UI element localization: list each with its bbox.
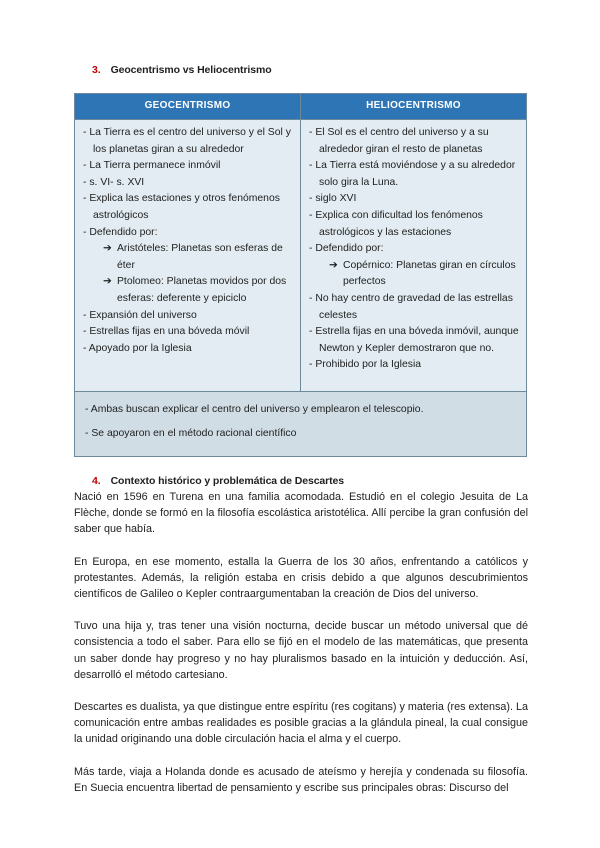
heliocentrismo-header: HELIOCENTRISMO: [301, 94, 527, 120]
section-3-heading: [92, 64, 272, 76]
list-item: - El Sol es el centro del universo y a su alrededor giran el resto de planetas: [309, 127, 489, 155]
section-number: 4.: [92, 475, 101, 487]
section-4-heading: [92, 475, 344, 487]
section-number: 3.: [92, 64, 101, 76]
sub-list-item: [83, 274, 294, 307]
list-item: - Explica las estaciones y otros fenómenos astrológicos: [83, 193, 280, 221]
paragraph: Tuvo una hija y, tras tener una visión nocturna, decide buscar un método universal que dé consistencia a todo el saber. Para ello se fijó en el modelo de las matemáticas, que presenta un saber donde hay progreso y no hay pluralismos basado en la intuición y deducción. Así, desarrolló el método cartesiano.: [74, 620, 528, 681]
list-item: - Prohibido por la Iglesia: [309, 359, 422, 371]
heliocentrismo-cell: [301, 120, 527, 392]
list-item: - Defendido por:: [83, 226, 158, 238]
list-item: - Se apoyaron en el método racional científico: [85, 428, 297, 439]
body-text: [74, 489, 528, 812]
list-item: - Explica con dificultad los fenómenos astrológicos y las estaciones: [309, 209, 483, 238]
list-item: - La Tierra permanece inmóvil: [83, 160, 221, 172]
list-item: - siglo XVI: [309, 193, 357, 205]
list-item: - Expansión del universo: [83, 309, 197, 321]
paragraph: Más tarde, viaja a Holanda donde es acusado de ateísmo y herejía y condenada su filosofía. En Suecia encuentra libertad de pensamiento y escribe sus principales obras: Discurso del: [74, 765, 528, 794]
geocentrismo-cell: [75, 120, 301, 392]
list-item: - Apoyado por la Iglesia: [83, 342, 192, 354]
sub-list-text: Aristóteles: Planetas son esferas de éter: [117, 243, 283, 271]
section-title: Contexto histórico y problemática de Descartes: [110, 475, 345, 487]
common-points-cell: [75, 392, 527, 457]
arrow-icon: ➔: [103, 243, 112, 255]
sub-list-text: Ptolomeo: Planetas movidos por dos esferas: deferente y epiciclo: [117, 276, 287, 304]
sub-list-item: [309, 258, 520, 291]
sub-list-text: Copérnico: Planetas giran en círculos perfectos: [343, 259, 516, 288]
sub-list-item: [83, 241, 294, 274]
list-item: - La Tierra es el centro del universo y el Sol y los planetas giran a su alrededor: [83, 127, 291, 155]
comparison-table: [74, 93, 527, 457]
list-item: - Ambas buscan explicar el centro del universo y emplearon el telescopio.: [85, 404, 424, 415]
list-item: - La Tierra está moviéndose y a su alrededor solo gira la Luna.: [309, 160, 516, 188]
list-item: - No hay centro de gravedad de las estrellas celestes: [309, 292, 513, 321]
list-item: - Defendido por:: [309, 243, 384, 255]
paragraph: En Europa, en ese momento, estalla la Guerra de los 30 años, enfrentando a católicos y protestantes. Además, la religión estaba en crisis debido a que algunos descubrimientos científicos de Galileo o Kepler contraargumentaban la creación de Dios del universo.: [74, 555, 528, 601]
list-item: - s. VI- s. XVI: [83, 176, 145, 188]
paragraph: Descartes es dualista, ya que distingue entre espíritu (res cogitans) y materia (res extensa). La comunicación entre ambas realidades es posible gracias a la glándula pineal, la cual consigue la unidad originando una doble circulación hacia el alma y el cuerpo.: [74, 701, 528, 746]
section-title: Geocentrismo vs Heliocentrismo: [110, 64, 272, 76]
arrow-icon: ➔: [329, 259, 338, 271]
list-item: - Estrellas fijas en una bóveda móvil: [83, 326, 250, 338]
list-item: - Estrella fijas en una bóveda inmóvil, aunque Newton y Kepler demostraron que no.: [309, 326, 519, 354]
paragraph: Nació en 1596 en Turena en una familia acomodada. Estudió en el colegio Jesuita de La Flèche, donde se formó en la filosofía escolástica aristotélica. Allí percibe la gran confusión del saber que había.: [74, 491, 528, 536]
geocentrismo-header: GEOCENTRISMO: [75, 94, 301, 120]
arrow-icon: ➔: [103, 276, 112, 288]
